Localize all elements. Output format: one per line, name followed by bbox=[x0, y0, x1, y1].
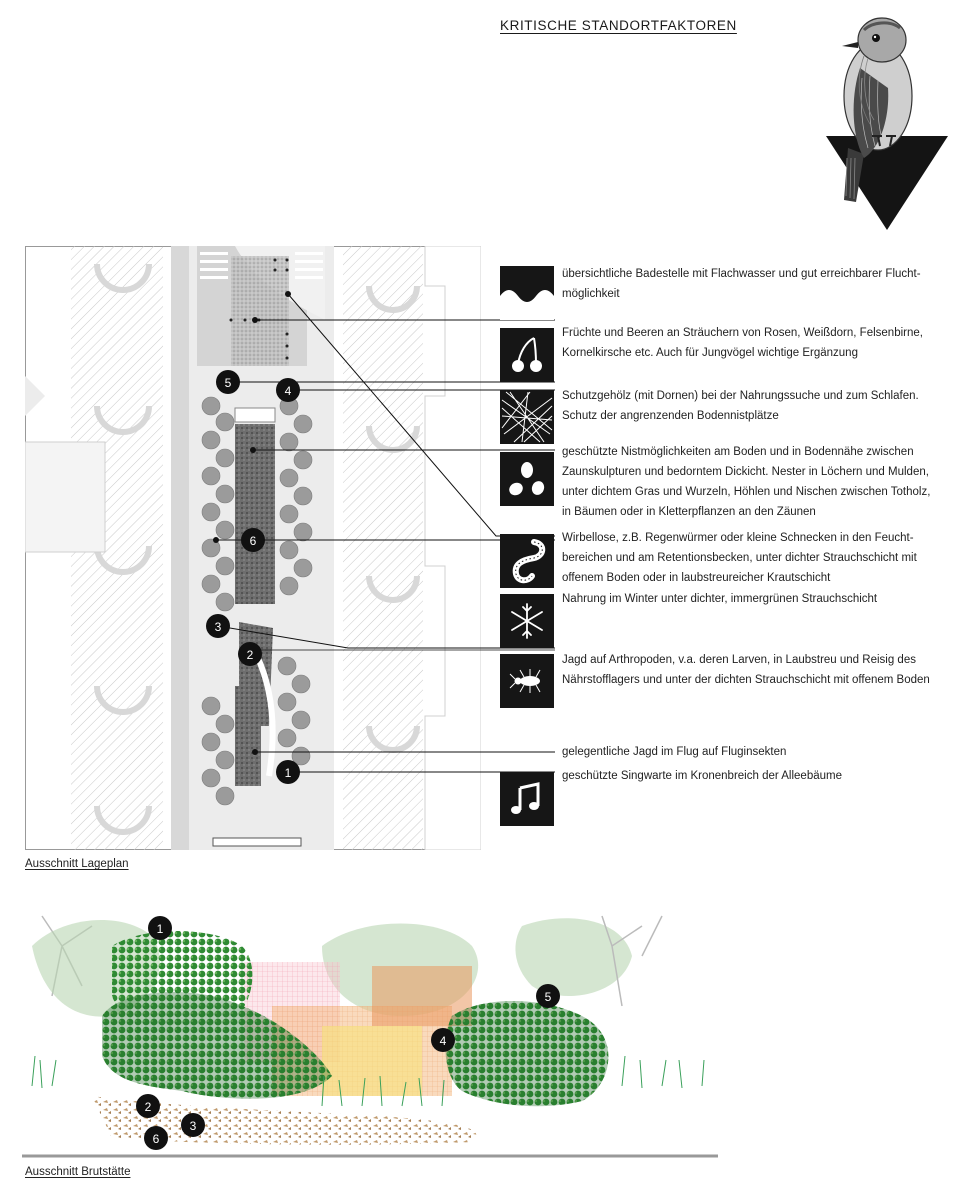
svg-text:3: 3 bbox=[214, 620, 222, 634]
plan-marker-1 bbox=[276, 760, 300, 784]
factor-shelter-text: Schutzgehölz (mit Dornen) bei der Nahrungssuche und zum Schlafen. Schutz der angrenzenden Bodennistplätze bbox=[562, 390, 919, 422]
factor-insects-text: gelegentliche Jagd im Flug auf Fluginsekten bbox=[562, 746, 787, 758]
breeding-site-section bbox=[22, 906, 722, 1160]
plan-marker-2 bbox=[238, 642, 262, 666]
snowflake-icon bbox=[500, 594, 554, 648]
caption-site-plan: Ausschnitt Lageplan bbox=[25, 858, 129, 870]
water-waves-icon bbox=[500, 266, 554, 320]
svg-text:4: 4 bbox=[439, 1034, 447, 1048]
plan-marker-3 bbox=[206, 614, 230, 638]
factor-water-text: übersichtliche Badestelle mit Flachwasser und gut erreichbarer Flucht- möglichkeit bbox=[562, 268, 921, 300]
music-note-icon bbox=[500, 772, 554, 826]
svg-text:2: 2 bbox=[246, 648, 254, 662]
factor-fruits-text: Früchte und Beeren an Sträuchern von Rosen, Weißdorn, Felsenbirne, Kornelkirsche etc. Auch für Jungvögel wichtige Ergänzung bbox=[562, 327, 923, 359]
cherries-icon bbox=[500, 328, 554, 382]
worm-icon bbox=[500, 534, 554, 588]
factor-songpost-text: geschützte Singwarte im Kronenbreich der Alleebäume bbox=[562, 770, 842, 782]
svg-text:6: 6 bbox=[249, 534, 257, 548]
page-title: KRITISCHE STANDORTFAKTOREN bbox=[500, 18, 737, 33]
section-marker-6 bbox=[144, 1126, 168, 1150]
svg-text:5: 5 bbox=[224, 376, 232, 390]
plan-marker-6 bbox=[241, 528, 265, 552]
section-marker-4 bbox=[431, 1028, 455, 1052]
plan-marker-4 bbox=[276, 378, 300, 402]
factor-arthropods-text: Jagd auf Arthropoden, v.a. deren Larven, in Laubstreu und Reisig des Nährstofflagers und unter der dichten Strauchschicht mit offenem Boden bbox=[562, 654, 930, 686]
svg-text:2: 2 bbox=[144, 1100, 152, 1114]
svg-text:3: 3 bbox=[189, 1119, 197, 1133]
svg-text:1: 1 bbox=[156, 922, 164, 936]
svg-text:6: 6 bbox=[152, 1132, 160, 1146]
caption-breeding-site: Ausschnitt Brutstätte bbox=[25, 1166, 131, 1178]
eggs-icon bbox=[500, 452, 554, 506]
factor-winter-text: Nahrung im Winter unter dichter, immergrünen Strauchschicht bbox=[562, 593, 878, 605]
section-marker-1 bbox=[148, 916, 172, 940]
svg-text:1: 1 bbox=[284, 766, 292, 780]
factor-nesting-text: geschützte Nistmöglichkeiten am Boden und in Bodennähe zwischen Zaunskulpturen und bedorntem Dickicht. Nester in Löchern und Mulden, unter dichtem Gras und Wurzeln, Höhlen und Nischen zwischen Totholz, in Bäumen oder in Kletterpflanzen an den Zäunen bbox=[562, 446, 931, 518]
plan-marker-5 bbox=[216, 370, 240, 394]
section-marker-5 bbox=[536, 984, 560, 1008]
factor-invertebrates-text: Wirbellose, z.B. Regenwürmer oder kleine Schnecken in den Feucht- bereichen und am Retentionsbecken, unter dichter Strauchschicht mit offenem Boden oder in laubstreureicher Krautschicht bbox=[562, 532, 917, 584]
section-marker-3 bbox=[181, 1113, 205, 1137]
section-marker-2 bbox=[136, 1094, 160, 1118]
svg-text:5: 5 bbox=[544, 990, 552, 1004]
svg-text:4: 4 bbox=[284, 384, 292, 398]
beetle-icon bbox=[500, 654, 554, 708]
thorny-thicket-icon bbox=[500, 390, 554, 444]
